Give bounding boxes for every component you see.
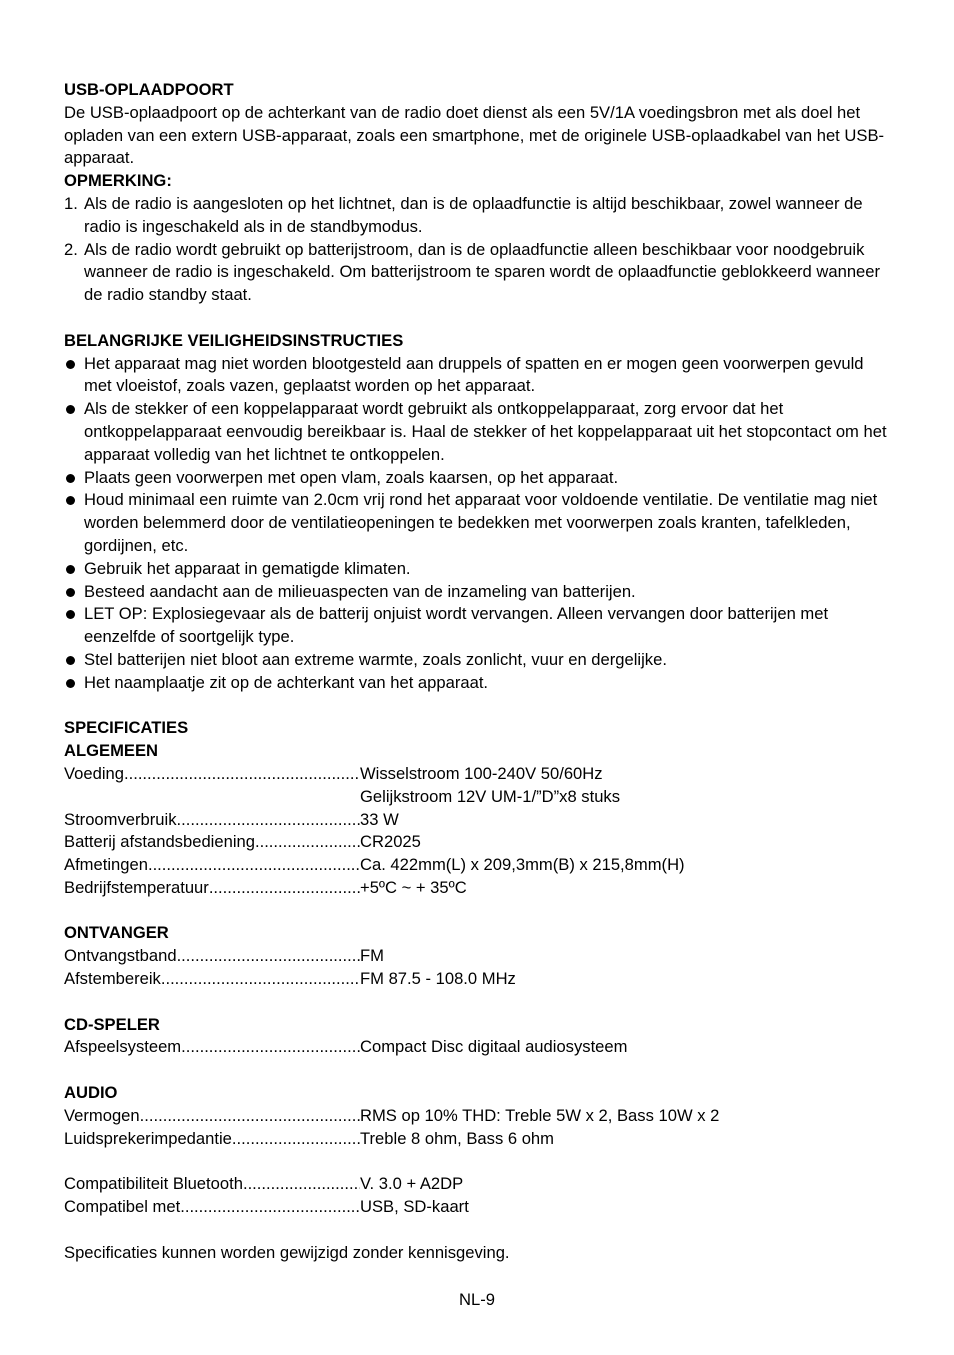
safety-section: [64, 330, 894, 695]
spec-row: [64, 1196, 894, 1219]
dot-leader: [181, 1036, 360, 1059]
spec-row: [64, 1105, 894, 1128]
bullet-icon: [66, 496, 75, 505]
specs-section: [64, 717, 894, 1264]
receiver-heading: ONTVANGER: [64, 923, 169, 943]
note-number: 2.: [64, 239, 78, 259]
spec-row: [64, 968, 894, 991]
spacer: [64, 1219, 894, 1242]
spec-value: CR2025: [360, 832, 421, 852]
spec-row: [64, 1173, 894, 1196]
spec-value: FM: [360, 946, 384, 966]
list-item: [64, 558, 894, 581]
spec-value: Gelijkstroom 12V UM-1/”D”x8 stuks: [360, 786, 621, 806]
spec-value: V. 3.0 + A2DP: [360, 1174, 464, 1194]
spec-label: Compatibel met: [64, 1197, 181, 1217]
dot-leader: [148, 854, 360, 877]
specs-heading: SPECIFICATIES: [64, 718, 189, 738]
dot-leader: [124, 763, 360, 786]
list-item: [64, 603, 894, 649]
spec-row: [64, 809, 894, 832]
bullet-icon: [66, 474, 75, 483]
spec-row: [64, 1036, 894, 1059]
note-text: Als de radio is aangesloten op het lichtnet, dan is de oplaadfunctie is altijd beschikbaar, zowel wanneer de radio is ingeschakeld als in de standbymodus.: [84, 193, 863, 236]
dot-leader: [255, 831, 360, 854]
spec-label: Stroomverbruik: [64, 809, 177, 829]
safety-text: Gebruik het apparaat in gematigde klimaten.: [84, 558, 411, 578]
list-item: [64, 649, 894, 672]
safety-text: LET OP: Explosiegevaar als de batterij onjuist wordt vervangen. Alleen vervangen door batterijen met eenzelfde of soortgelijk type.: [84, 604, 829, 647]
spacer: [64, 695, 894, 718]
spec-label: Afmetingen: [64, 855, 148, 875]
list-item: [64, 467, 894, 490]
bullet-icon: [66, 656, 75, 665]
spec-value: Ca. 422mm(L) x 209,3mm(B) x 215,8mm(H): [360, 855, 685, 875]
spec-label: Afspeelsysteem: [64, 1037, 182, 1057]
manual-page: [64, 79, 894, 1264]
list-item: [64, 353, 894, 399]
safety-list: [64, 353, 894, 695]
dot-leader: [177, 809, 360, 832]
spec-value: Treble 8 ohm, Bass 6 ohm: [360, 1128, 554, 1148]
spec-row: [64, 786, 894, 809]
usb-body: De USB-oplaadpoort op de achterkant van de radio doet dienst als een 5V/1A voedingsbron met als doel het opladen van een extern USB-apparaat, zoals een smartphone, met de originele USB-oplaadkabel van het USB-apparaat.: [64, 102, 885, 168]
spec-label: Compatibiliteit Bluetooth: [64, 1174, 243, 1194]
spec-row: [64, 1128, 894, 1151]
dot-leader: [161, 968, 360, 991]
list-item: [64, 581, 894, 604]
safety-text: Plaats geen voorwerpen met open vlam, zoals kaarsen, op het apparaat.: [84, 467, 619, 487]
note-item: [64, 239, 894, 307]
note-item: [64, 193, 894, 239]
safety-text: Besteed aandacht aan de milieuaspecten van de inzameling van batterijen.: [84, 581, 636, 601]
spec-row: [64, 877, 894, 900]
bullet-icon: [66, 360, 75, 369]
spec-label: Voeding: [64, 763, 124, 783]
spacer: [64, 1150, 894, 1173]
bullet-icon: [66, 405, 75, 414]
spec-label: Bedrijfstemperatuur: [64, 877, 209, 897]
spec-label: Ontvangstband: [64, 946, 177, 966]
spec-row: [64, 854, 894, 877]
dot-leader: [140, 1105, 360, 1128]
spacer: [64, 900, 894, 923]
note-number: 1.: [64, 193, 78, 213]
list-item: [64, 672, 894, 695]
note-heading: OPMERKING:: [64, 171, 172, 191]
cd-heading: CD-SPELER: [64, 1014, 160, 1034]
spacer: [64, 1059, 894, 1082]
bullet-icon: [66, 679, 75, 688]
spec-label: Batterij afstandsbediening: [64, 832, 255, 852]
bullet-icon: [66, 565, 75, 574]
dot-leader: [243, 1173, 360, 1196]
dot-leader: [209, 877, 360, 900]
safety-text: Houd minimaal een ruimte van 2.0cm vrij rond het apparaat voor voldoende ventilatie. De ventilatie mag niet worden belemmerd door de ventilatieopeningen te bedekken met voorwerpen zoals kranten, tafelkleden, gordijnen, etc.: [84, 490, 878, 555]
spec-row: [64, 945, 894, 968]
safety-text: Als de stekker of een koppelapparaat wordt gebruikt als ontkoppelapparaat, zorg ervoor dat het ontkoppelapparaat eenvoudig bereikbaar is. Haal de stekker of het koppelapparaat uit het stopcontact om het apparaat volledig van het lichtnet te ontkoppelen.: [84, 399, 887, 464]
spec-row: [64, 831, 894, 854]
spacer: [64, 307, 894, 330]
dot-leader: [232, 1128, 360, 1151]
audio-heading: AUDIO: [64, 1083, 118, 1103]
spec-value: FM 87.5 - 108.0 MHz: [360, 969, 516, 989]
safety-text: Het naamplaatje zit op de achterkant van het apparaat.: [84, 672, 489, 692]
spacer: [64, 991, 894, 1014]
list-item: [64, 398, 894, 466]
specs-disclaimer: Specificaties kunnen worden gewijzigd zonder kennisgeving.: [64, 1242, 510, 1262]
spec-row: [64, 763, 894, 786]
spec-value: 33 W: [360, 809, 399, 829]
spec-value: Compact Disc digitaal audiosysteem: [360, 1037, 628, 1057]
note-text: Als de radio wordt gebruikt op batterijstroom, dan is de oplaadfunctie alleen beschikbaar voor noodgebruik wanneer de radio is ingeschakeld. Om batterijstroom te sparen wordt de oplaadfunctie geblokkeerd wanneer de radio standby staat.: [84, 239, 881, 305]
spec-value: +5ºC ~ + 35ºC: [360, 877, 467, 897]
spec-value: Wisselstroom 100-240V 50/60Hz: [360, 763, 603, 783]
dot-leader: [177, 945, 360, 968]
spec-label: Vermogen: [64, 1105, 140, 1125]
page-number: NL-9: [459, 1290, 495, 1309]
safety-text: Het apparaat mag niet worden blootgesteld aan druppels of spatten en er mogen geen voorwerpen gevuld met vloeistof, zoals vazen, geplaatst worden op het apparaat.: [84, 353, 864, 396]
usb-heading: USB-OPLAADPOORT: [64, 80, 234, 99]
list-item: [64, 489, 894, 557]
general-heading: ALGEMEEN: [64, 741, 159, 761]
bullet-icon: [66, 610, 75, 619]
bullet-icon: [66, 588, 75, 597]
safety-text: Stel batterijen niet bloot aan extreme warmte, zoals zonlicht, vuur en dergelijke.: [84, 649, 667, 669]
spec-value: RMS op 10% THD: Treble 5W x 2, Bass 10W x 2: [360, 1105, 720, 1125]
dot-leader: [180, 1196, 360, 1219]
safety-heading: BELANGRIJKE VEILIGHEIDSINSTRUCTIES: [64, 330, 404, 350]
usb-section: [64, 79, 894, 307]
spec-label: Luidsprekerimpedantie: [64, 1128, 232, 1148]
spec-label: Afstembereik: [64, 969, 161, 989]
spec-value: USB, SD-kaart: [360, 1197, 469, 1217]
